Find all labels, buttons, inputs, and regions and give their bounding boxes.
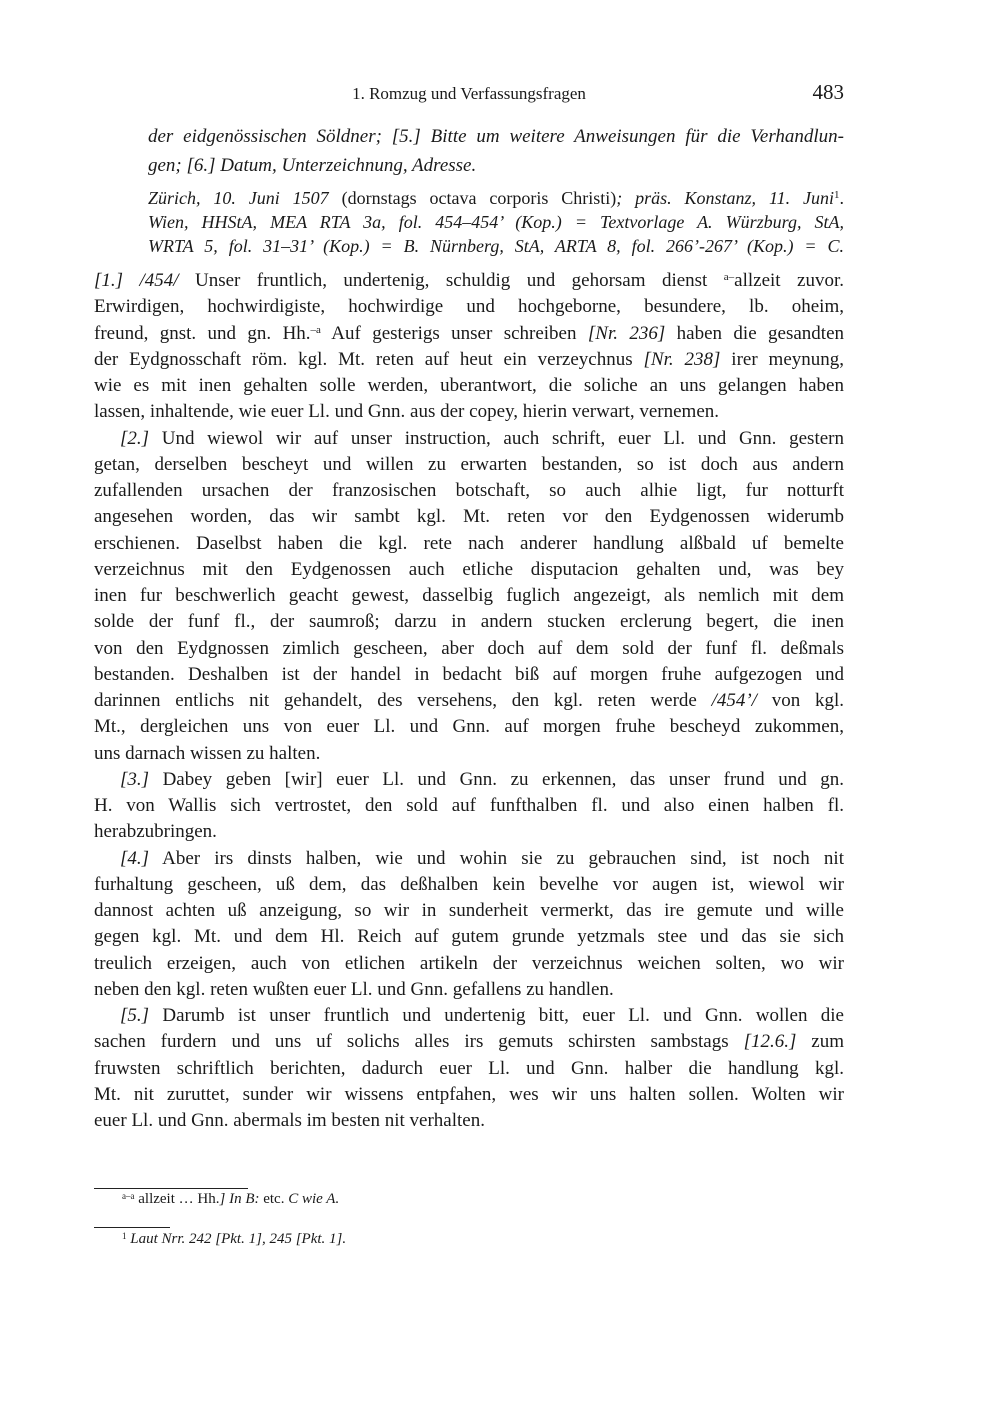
footnote-marker: a–a bbox=[122, 1191, 135, 1201]
text-run: allzeit … Hh. bbox=[134, 1191, 220, 1207]
text-run: herabzubringen. bbox=[94, 821, 217, 843]
text-line bbox=[94, 531, 844, 557]
text-run: lassen, inhaltende, wie euer Ll. und Gnn. aus der copey, hierin verwart, vernemen. bbox=[94, 401, 720, 423]
text-run: sachen furdern und uns uf solichs alles irs gemuts schirsten sambstags bbox=[94, 1031, 744, 1053]
text-line bbox=[94, 898, 844, 924]
text-run: von den Eydgnossen zimlich gescheen, aber doch auf dem sold der funf fl. deßmals bbox=[94, 637, 844, 659]
text-run: verzeichnus mit den Eydgenossen auch etliche disputacion gehalten und, was bey bbox=[94, 558, 844, 580]
text-run: neben den kgl. reten wußten euer Ll. und Gnn. gefallens zu handlen. bbox=[94, 978, 614, 1000]
text-run: [3.] bbox=[120, 768, 150, 790]
text-run: zum bbox=[796, 1031, 844, 1053]
text-line bbox=[94, 793, 844, 819]
paragraph bbox=[94, 1003, 844, 1134]
text-line bbox=[94, 977, 844, 1003]
text-line bbox=[94, 872, 844, 898]
paragraph bbox=[94, 846, 844, 1004]
paragraph bbox=[94, 767, 844, 846]
text-run: /454’/ bbox=[711, 690, 757, 711]
text-run: (dornstags octava corporis Christi) bbox=[341, 188, 617, 208]
running-title: 1. Romzug und Verfassungsfragen bbox=[352, 84, 586, 103]
text-run: erschienen. Daselbst haben die kgl. rete nach anderer handlung alßbald uf bemelte bbox=[94, 532, 844, 554]
text-run: wie es mit inen gehalten solle werden, uberantwort, die soliche an uns gelangen haben bbox=[94, 375, 844, 396]
text-run: [2.] bbox=[120, 427, 150, 449]
text-run: der Eydgnosschaft röm. kgl. Mt. reten auf heut ein verzeychnus bbox=[94, 348, 644, 370]
text-run: inen fur beschwerlich geacht gewest, dasselbig fuglich angezeigt, als nemlich mit dem bbox=[94, 585, 844, 606]
footnote-marker: 1 bbox=[122, 1231, 127, 1241]
text-line bbox=[94, 924, 844, 950]
text-run: Unser fruntlich, undertenig, schuldig und gehorsam dienst bbox=[194, 270, 724, 291]
text-line bbox=[94, 846, 844, 872]
text-line bbox=[94, 1082, 844, 1108]
text-run: von kgl. bbox=[756, 690, 844, 711]
footnote-marker: a– bbox=[723, 271, 735, 283]
text-run: Mt., dergleichen uns von euer Ll. und Gnn. auf morgen fruhe bescheyd zukommen, bbox=[94, 716, 844, 738]
text-run: getan, derselben bescheyt und willen zu erwarten bestanden, so ist doch aus andern bbox=[94, 453, 844, 475]
footnote-marker: 1 bbox=[834, 189, 840, 201]
text-run: [12.6.] bbox=[743, 1031, 797, 1053]
text-line bbox=[94, 1003, 844, 1029]
paragraph bbox=[94, 426, 844, 767]
text-run: [Nr. 236] bbox=[587, 322, 666, 344]
text-line bbox=[148, 186, 844, 210]
text-run: irer meynung, bbox=[720, 348, 845, 370]
text-line bbox=[148, 151, 844, 180]
text-run: solde der funf fl., der saumroß; darzu in andern stucken erclerung begert, die inen bbox=[94, 611, 844, 633]
text-run: Aber irs dinsts halben, wie und wohin sie zu gebrauchen sind, ist noch nit bbox=[149, 847, 844, 869]
text-run: gen; [6.] Datum, Unterzeichnung, Adresse. bbox=[148, 155, 477, 176]
text-run: euer Ll. und Gnn. abermals im besten nit verhalten. bbox=[94, 1110, 485, 1131]
text-run: Darumb ist unser fruntlich und undertenig bitt, euer Ll. und Gnn. wollen die bbox=[149, 1005, 844, 1026]
text-run: uns darnach wissen zu halten. bbox=[94, 742, 321, 764]
text-line bbox=[94, 347, 844, 373]
source-citation bbox=[148, 186, 844, 258]
text-line bbox=[94, 819, 844, 845]
text-run: Wien, HHStA, MEA RTA 3a, fol. 454–454’ (Kop.) = Textvorlage A. Würzburg, StA, bbox=[148, 212, 844, 232]
footnote-divider bbox=[94, 1227, 170, 1228]
document-summary bbox=[148, 122, 844, 180]
text-line bbox=[94, 1108, 844, 1134]
text-run: dannost achten uß anzeigung, so wir in sunderheit vermerkt, das ire gemute und wille bbox=[94, 900, 844, 921]
text-line bbox=[94, 321, 844, 347]
footnote-marker: –a bbox=[310, 323, 321, 336]
text-run: haben die gesandten bbox=[665, 322, 844, 344]
text-run: furhaltung gescheen, uß dem, das deßhalben kein bevelhe vor augen ist, wiewol wir bbox=[94, 873, 844, 895]
text-run: fruwsten schriftlich berichten, dadurch euer Ll. und Gnn. halber die handlung kgl. bbox=[94, 1057, 844, 1079]
text-run: C wie A. bbox=[288, 1191, 340, 1207]
text-line bbox=[94, 609, 844, 635]
text-line bbox=[94, 636, 844, 662]
text-run: [4.] bbox=[120, 847, 150, 869]
text-line bbox=[94, 714, 844, 740]
text-line bbox=[94, 504, 844, 530]
text-line bbox=[94, 557, 844, 583]
text-run: der eidgenössischen Söldner; [5.] Bitte um weitere Anweisungen für die Verhandlun- bbox=[148, 126, 844, 147]
text-run: Mt. nit zuruttet, sunder wir wissens entpfahen, wes wir uns halten sollen. Wolten wir bbox=[94, 1083, 844, 1105]
text-line bbox=[94, 1029, 844, 1055]
text-run: [1.] /454/ bbox=[94, 270, 195, 291]
running-header bbox=[94, 80, 844, 108]
text-line bbox=[94, 741, 844, 767]
footnote-variant bbox=[122, 1191, 339, 1208]
text-run: Und wiewol wir auf unser instruction, auch schrift, euer Ll. und Gnn. gestern bbox=[149, 427, 844, 449]
text-run: gegen kgl. Mt. und dem Hl. Reich auf gutem grunde yetzmals stee und das sie sich bbox=[94, 926, 844, 948]
text-run: H. von Wallis sich vertrostet, den sold auf funfthalben fl. und also einen halben fl. bbox=[94, 795, 844, 816]
text-run: ] In B: bbox=[219, 1191, 264, 1207]
text-line bbox=[148, 234, 844, 258]
text-run: bestanden. Deshalben ist der handel in bedacht biß auf morgen fruhe aufgezogen und bbox=[94, 663, 844, 685]
text-line bbox=[94, 452, 844, 478]
text-run: freund, gnst. und gn. Hh. bbox=[94, 322, 311, 344]
text-line bbox=[94, 478, 844, 504]
text-line bbox=[94, 951, 844, 977]
text-line bbox=[94, 767, 844, 793]
text-run: WRTA 5, fol. 31–31’ (Kop.) = B. Nürnberg, StA, ARTA 8, fol. 266’-267’ (Kop.) = C. bbox=[148, 236, 844, 256]
text-run: . bbox=[839, 188, 844, 208]
text-line bbox=[94, 294, 844, 320]
text-run: Zürich, 10. Juni 1507 bbox=[148, 188, 342, 208]
text-run: etc. bbox=[263, 1191, 289, 1207]
text-line bbox=[148, 122, 844, 151]
text-line bbox=[148, 210, 844, 234]
text-run: angesehen worden, das wir sambt kgl. Mt. reten vor den Eydgenossen widerumb bbox=[94, 506, 844, 528]
text-line bbox=[94, 399, 844, 425]
text-line bbox=[94, 662, 844, 688]
text-run: Erwirdigen, hochwirdigiste, hochwirdige und hochgeborne, besundere, lb. oheim, bbox=[94, 296, 844, 318]
text-run: darinnen entlichs nit gehandelt, des versehens, den kgl. reten werde bbox=[94, 690, 712, 711]
text-line bbox=[94, 373, 844, 399]
text-line bbox=[94, 426, 844, 452]
text-line bbox=[94, 688, 844, 714]
page-number: 483 bbox=[812, 80, 844, 104]
text-run: [5.] bbox=[120, 1005, 150, 1026]
text-line bbox=[94, 268, 844, 294]
text-line bbox=[94, 1056, 844, 1082]
text-run: ; präs. Konstanz, 11. Juni bbox=[616, 188, 834, 208]
text-run: allzeit zuvor. bbox=[734, 270, 844, 291]
text-line bbox=[94, 583, 844, 609]
footnote-numbered bbox=[122, 1231, 346, 1248]
text-run: treulich erzeigen, auch von etlichen artikeln der verzeichnus weichen solten, wo wir bbox=[94, 952, 844, 974]
text-run: Dabey geben [wir] euer Ll. und Gnn. zu erkennen, das unser frund und gn. bbox=[149, 768, 844, 790]
text-run: Auf gesterigs unser schreiben bbox=[320, 322, 588, 344]
text-run: zufallenden ursachen der franzosischen botschaft, so auch alhie ligt, fur notturft bbox=[94, 480, 844, 501]
text-run: Laut Nrr. 242 [Pkt. 1], 245 [Pkt. 1]. bbox=[126, 1231, 347, 1247]
document-body bbox=[94, 268, 844, 1134]
footnote-divider bbox=[94, 1188, 248, 1189]
text-run: [Nr. 238] bbox=[643, 348, 721, 370]
paragraph bbox=[94, 268, 844, 426]
